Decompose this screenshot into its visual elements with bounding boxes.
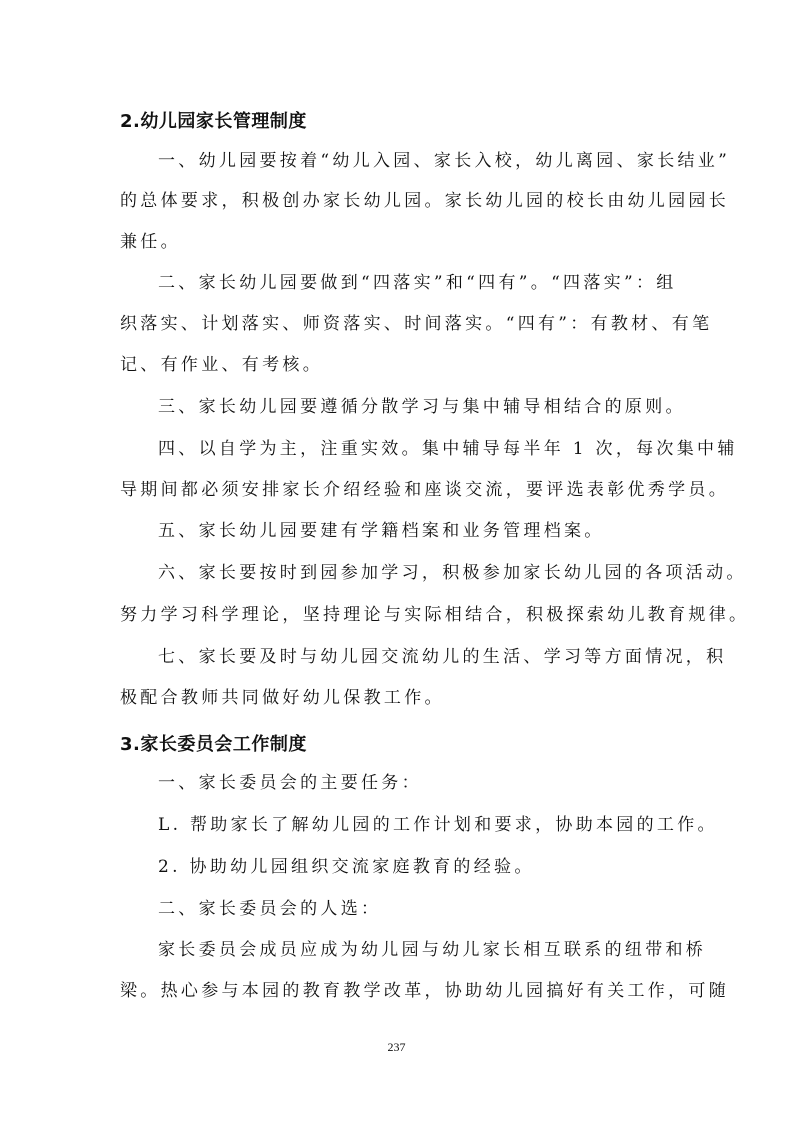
- section-2-line-2: 的总体要求，积极创办家长幼儿园。家长幼儿园的校长由幼儿园园长: [120, 191, 729, 211]
- page-number: 237: [387, 1040, 406, 1054]
- section-2-line-14: 极配合教师共同做好幼儿保教工作。: [120, 688, 445, 708]
- section-2-heading: 2.幼儿园家长管理制度: [120, 111, 307, 132]
- section-2-line-9: 导期间都必须安排家长介绍经验和座谈交流，要评选表彰优秀学员。: [120, 480, 729, 500]
- section-2-line-6: 记、有作业、有考核。: [120, 355, 323, 375]
- section-3-line-1: 一、家长委员会的主要任务：: [158, 773, 422, 793]
- section-2-line-13: 七、家长要及时与幼儿园交流幼儿的生活、学习等方面情况，积: [158, 647, 727, 667]
- section-2-line-11: 六、家长要按时到园参加学习，积极参加家长幼儿园的各项活动。: [158, 563, 747, 583]
- section-2-line-7: 三、家长幼儿园要遵循分散学习与集中辅导相结合的原则。: [158, 397, 686, 417]
- section-2-line-8: 四、以自学为主，注重实效。集中辅导每半年 1 次，每次集中辅: [158, 439, 738, 459]
- section-3-line-6: 梁。热心参与本园的教育教学改革，协助幼儿园搞好有关工作，可随: [120, 981, 729, 1001]
- section-2-line-5: 织落实、计划落实、师资落实、时间落实。“四有”：有教材、有笔: [120, 314, 713, 334]
- section-2-line-10: 五、家长幼儿园要建有学籍档案和业务管理档案。: [158, 521, 605, 541]
- section-2-line-1: 一、幼儿园要按着“幼儿入园、家长入校，幼儿离园、家长结业”: [158, 151, 731, 171]
- section-2-line-4: 二、家长幼儿园要做到“四落实”和“四有”。“四落实”：组: [158, 273, 677, 293]
- section-3-heading: 3.家长委员会工作制度: [120, 734, 307, 755]
- section-3-line-3: 2. 协助幼儿园组织交流家庭教育的经验。: [158, 857, 535, 877]
- section-2-line-3: 兼任。: [120, 232, 181, 252]
- section-3-line-2: L. 帮助家长了解幼儿园的工作计划和要求，协助本园的工作。: [158, 815, 718, 835]
- section-3-line-5: 家长委员会成员应成为幼儿园与幼儿家长相互联系的纽带和桥: [158, 940, 707, 960]
- section-2-line-12: 努力学习科学理论，坚持理论与实际相结合，积极探索幼儿教育规律。: [120, 605, 750, 625]
- section-3-line-4: 二、家长委员会的人选：: [158, 899, 382, 919]
